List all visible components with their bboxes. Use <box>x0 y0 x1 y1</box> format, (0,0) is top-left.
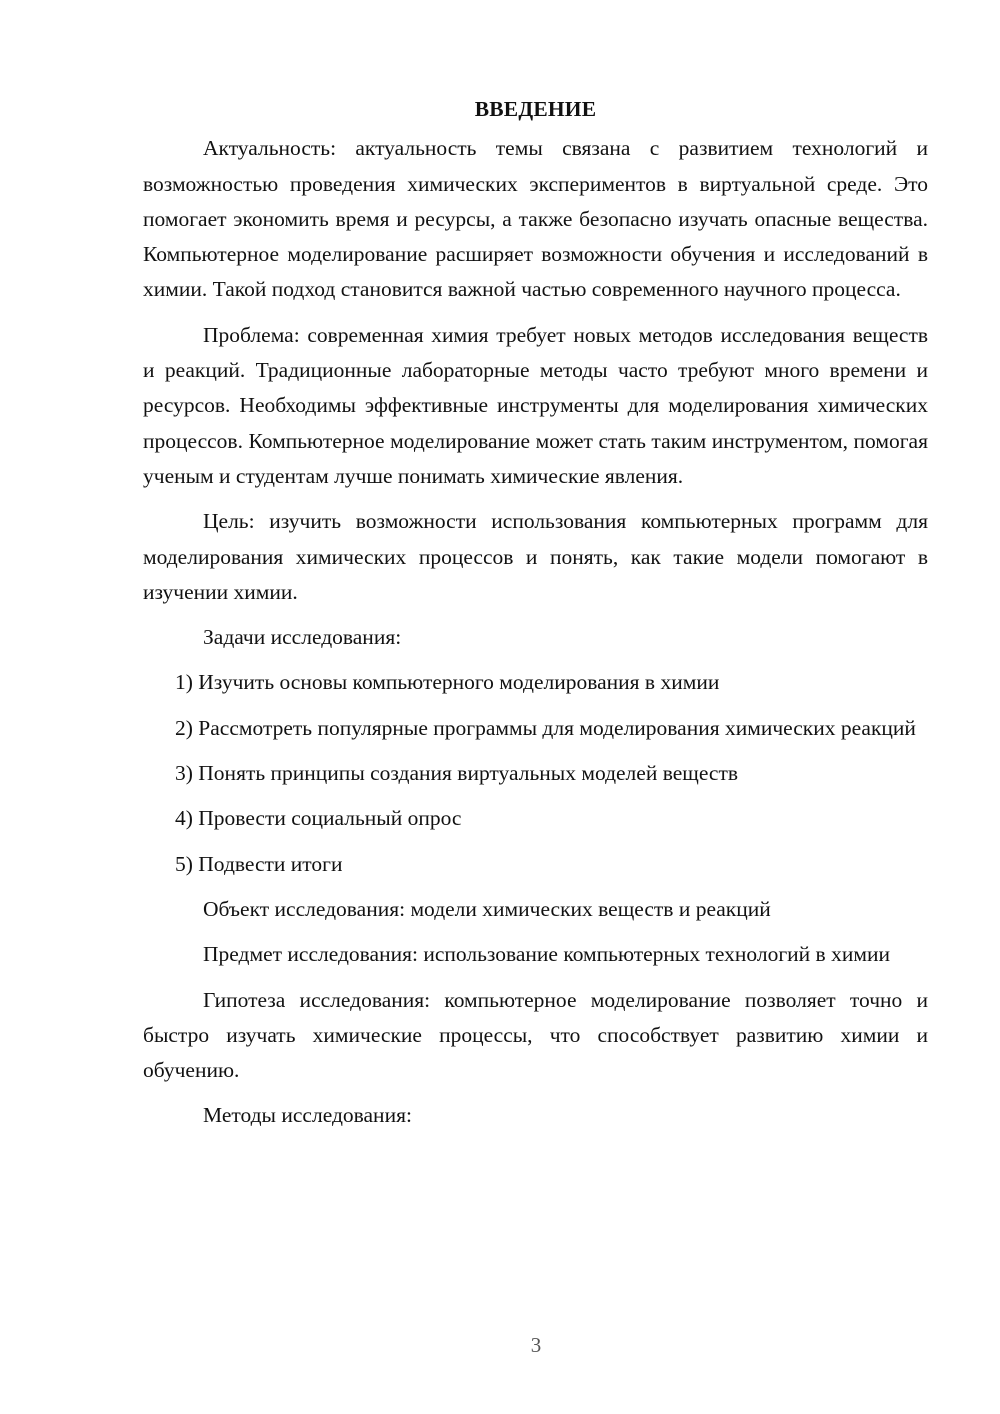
problem-paragraph: Проблема: современная химия требует новых методов исследования веществ и реакций. Традиционные лабораторные методы часто требуют много времени и ресурсов. Необходимы эффективные инструменты для моделирования химических процессов. Компьютерное моделирование может стать таким инструментом, помогая ученым и студентам лучше понимать химические явления. <box>143 322 928 488</box>
task-item-2: 2) Рассмотреть популярные программы для моделирования химических реакций <box>175 715 916 740</box>
hypothesis-paragraph: Гипотеза исследования: компьютерное моделирование позволяет точно и быстро изучать химические процессы, что способствует развитию химии и обучению. <box>143 987 928 1083</box>
goal-paragraph: Цель: изучить возможности использования компьютерных программ для моделирования химических процессов и понять, как такие модели помогают в изучении химии. <box>143 509 928 604</box>
subject-paragraph: Предмет исследования: использование компьютерных технологий в химии <box>203 942 890 967</box>
relevance-paragraph: Актуальность: актуальность темы связана с развитием технологий и возможностью проведения химических экспериментов в виртуальной среде. Это помогает экономить время и ресурсы, а также безопасно изучать опасные вещества. Компьютерное моделирование расширяет возможности обучения и исследований в химии. Такой подход становится важной частью современного научного процесса. <box>143 136 928 302</box>
page-content <box>143 92 928 1144</box>
task-item-5: 5) Подвести итоги <box>175 851 343 876</box>
methods-title: Методы исследования: <box>203 1103 412 1128</box>
page-number: 3 <box>530 1333 542 1357</box>
task-item-3: 3) Понять принципы создания виртуальных моделей веществ <box>175 761 738 786</box>
task-item-1: 1) Изучить основы компьютерного моделирования в химии <box>175 670 720 695</box>
tasks-title: Задачи исследования: <box>203 625 402 650</box>
task-item-4: 4) Провести социальный опрос <box>175 806 462 831</box>
section-heading: ВВЕДЕНИЕ <box>474 97 597 121</box>
object-paragraph: Объект исследования: модели химических веществ и реакций <box>203 896 771 921</box>
